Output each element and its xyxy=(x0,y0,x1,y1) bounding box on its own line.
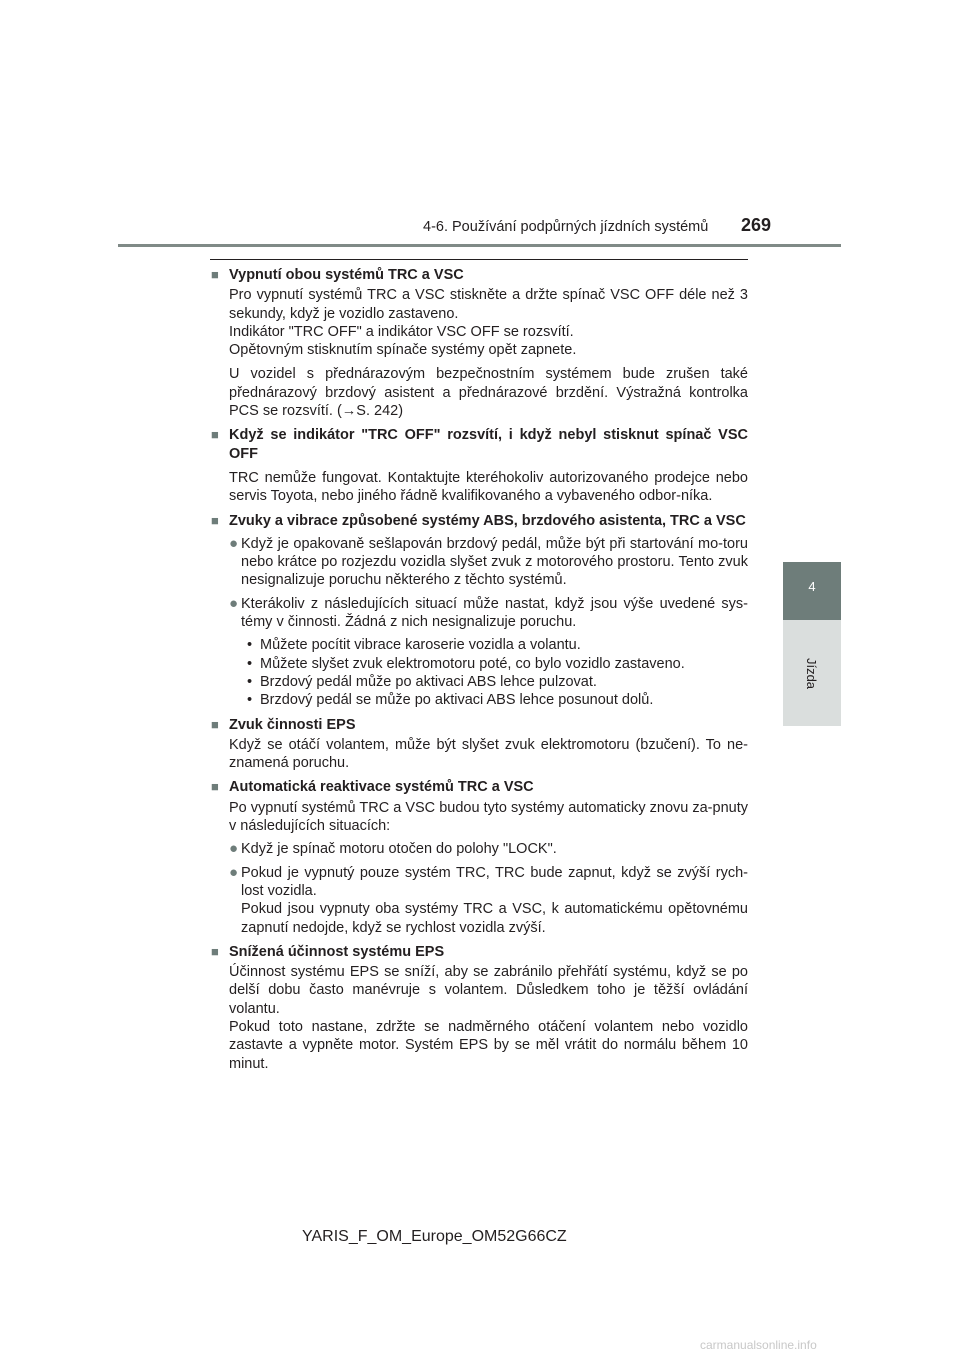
sub-list-item: • Brzdový pedál se může po aktivaci ABS lehce posunout dolů. xyxy=(247,692,654,709)
header-rule xyxy=(118,244,841,247)
header-section-title: 4-6. Používání podpůrných jízdních systémů xyxy=(423,219,709,235)
square-bullet-icon: ■ xyxy=(211,512,219,528)
circle-bullet-icon: ● xyxy=(229,594,239,612)
section-heading: ■ Zvuk činnosti EPS xyxy=(211,716,356,733)
list-item: ● Když je opakovaně sešlapován brzdový pedál, může být při startování mo-toru nebo krátce po rozjezdu vozidla slyšet zvuk z motorového prostoru. Tento zvuk nesignalizuje poruchu některého z těchto systémů. xyxy=(229,534,748,589)
page-number: 269 xyxy=(741,215,772,235)
section-heading: ■ Vypnutí obou systémů TRC a VSC xyxy=(211,267,464,283)
circle-bullet-icon: ● xyxy=(229,534,239,552)
chapter-label-bar xyxy=(783,620,841,726)
sub-list-item: • Můžete slyšet zvuk elektromotoru poté, co bylo vozidlo zastaveno. xyxy=(247,655,685,672)
paragraph: Indikátor "TRC OFF" a indikátor VSC OFF se rozsvítí. xyxy=(229,323,574,340)
chapter-tab xyxy=(783,562,841,620)
chapter-number: 4 xyxy=(808,579,816,594)
section-heading: ■ Automatická reaktivace systémů TRC a VSC xyxy=(211,779,534,796)
content xyxy=(211,266,748,1073)
paragraph: Když se otáčí volantem, může být slyšet zvuk elektromotoru (bzučení). To ne-znamená poruchu. xyxy=(229,736,748,772)
paragraph: U vozidel s přednárazovým bezpečnostním systémem bude zrušen také přednárazový brzdový asistent a přednárazové brzdění. Výstražná kontrolka PCS se rozsvítí. (→S. 242) xyxy=(229,366,748,420)
section-heading: ■ Když se indikátor "TRC OFF" rozsvítí, i když nebyl stisknut spínač VSC OFF xyxy=(211,427,748,462)
paragraph: Po vypnutí systémů TRC a VSC budou tyto systémy automaticky znovu za-pnuty v následujících situacích: xyxy=(229,799,748,835)
sub-list-item: • Brzdový pedál může po aktivaci ABS lehce pulzovat. xyxy=(247,673,597,690)
paragraph: Opětovným stisknutím spínače systémy opět zapnete. xyxy=(229,342,577,359)
square-bullet-icon: ■ xyxy=(211,943,219,959)
list-item: ● Pokud je vypnutý pouze systém TRC, TRC bude zapnut, když se zvýší rych-lost vozidla. Pokud jsou vypnuty oba systémy TRC a VSC, k automatickému opětovnému zapnutí nedojde, když se rychlost vozidla zvýší. xyxy=(229,863,748,936)
watermark: carmanualsonline.info xyxy=(700,1338,817,1352)
circle-bullet-icon: ● xyxy=(229,840,239,858)
square-bullet-icon: ■ xyxy=(211,427,219,443)
sub-list-item: • Můžete pocítit vibrace karoserie vozidla a volantu. xyxy=(247,637,581,654)
square-bullet-icon: ■ xyxy=(211,779,219,795)
square-bullet-icon: ■ xyxy=(211,267,219,282)
paragraph: Účinnost systému EPS se sníží, aby se zabránilo přehřátí systému, když se po delší dobu často manévruje s volantem. Důsledkem toho je těžší ovládání volantu. xyxy=(229,964,748,1017)
paragraph: Pro vypnutí systémů TRC a VSC stiskněte a držte spínač VSC OFF déle než 3 sekundy, když je vozidlo zastaveno. xyxy=(229,287,748,322)
section-heading: ■ Zvuky a vibrace způsobené systémy ABS, brzdového asistenta, TRC a VSC xyxy=(211,512,746,529)
circle-bullet-icon: ● xyxy=(229,863,239,881)
chapter-label: Jízda xyxy=(804,657,820,689)
section-heading: ■ Snížená účinnost systému EPS xyxy=(211,943,445,960)
list-item: ● Kterákoliv z následujících situací může nastat, když jsou výše uvedené sys-témy v činnosti. Žádná z nich nesignalizuje poruchu. xyxy=(229,594,748,631)
paragraph: TRC nemůže fungovat. Kontaktujte kteréhokoliv autorizovaného prodejce nebo servis Toyota, nebo jiného řádně kvalifikovaného a vybaveného odbor-níka. xyxy=(229,469,748,505)
square-bullet-icon: ■ xyxy=(211,716,219,732)
list-item: ● Když je spínač motoru otočen do polohy "LOCK". xyxy=(229,840,557,858)
content-top-rule xyxy=(210,259,748,260)
footer-doc-code: YARIS_F_OM_Europe_OM52G66CZ xyxy=(302,1228,567,1245)
sub-list xyxy=(247,636,748,709)
paragraph: Pokud toto nastane, zdržte se nadměrného otáčení volantem nebo vozidlo zastavte a vypněte motor. Systém EPS by se měl vrátit do normálu během 10 minut. xyxy=(229,1018,748,1072)
